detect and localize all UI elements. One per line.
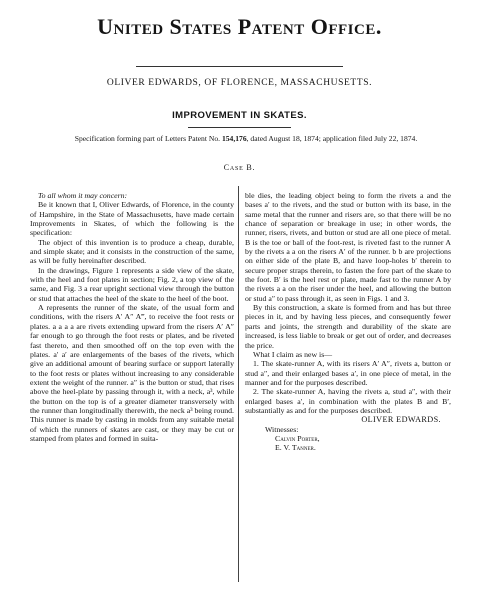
inventor-signature: OLIVER EDWARDS. (361, 415, 441, 425)
paragraph: A represents the runner of the skate, of the usual form and conditions, with the risers A′ A″ A‴, to receive the foot rests or plates. a a a a are rivets extending upward from the risers A′ A″ far enough to go through the foot rests or plates, and be riveted fast thereto, and then smoothed off on the top even with the plates. a′ a′ are enlargements of the bases of the rivets, which give an additional amount of bearing surface or support laterally to the foot rests or plates without increasing to any considerable extent the weight of the runner. a″ is the button or stud, that rises above the heel-plate by passing through it, with a neck, a³, while the button on the top is of a greater diameter transversely with the runner than longitudinally therewith, the neck a³ being round. This runner is made by casting in molds from any suitable metal of which the runners of skates are cast, or they may be cut or stamped from plates and formed in suita- (30, 303, 234, 443)
paragraph: Be it known that I, Oliver Edwards, of Florence, in the county of Hampshire, in the State of Massachusetts, have made certain Improvements in Skates, of which the following is the specification: (30, 200, 234, 238)
specification-line (60, 134, 432, 144)
paragraph: In the drawings, Figure 1 represents a side view of the skate, with the heel and foot plates in section; Fig. 2, a top view of the same, and Fig. 3 a rear upright sectional view through the button or stud that attaches the heel of the skate to the heel of the boot. (30, 265, 234, 303)
case-label: Case B. (223, 163, 256, 172)
patent-number: 154,176 (221, 134, 247, 143)
column-divider (238, 186, 239, 582)
title-rule (188, 127, 291, 128)
left-column (30, 191, 234, 443)
paragraph: What I claim as new is— (253, 349, 333, 359)
claim: 2. The skate-runner A, having the rivets a, stud a″, with their enlarged bases a′, in combination with the plates B and B′, substantially as and for the purposes described. (245, 387, 451, 415)
spec-suffix: , dated August 18, 1874; application filed July 22, 1874. (246, 134, 418, 143)
paragraph: By this construction, a skate is formed from and has but three pieces in it, and by having less pieces, and consequently fewer parts and joints, the strength and durability of the skate are increased, is less liable to break or get out of order, and decreases the price. (245, 303, 451, 350)
witness-name: Calvin Porter, (275, 433, 320, 443)
spec-prefix: Specification forming part of Letters Patent No. (74, 134, 221, 143)
right-column (245, 191, 451, 453)
office-heading: United States Patent Office. (97, 14, 382, 39)
header-rule (136, 66, 343, 67)
paragraph: ble dies, the leading object being to form the rivets a and the bases a′ to the rivets, and the stud or button with its base, in the same metal that the runner and risers are, so that there will be no chance of separation or breakage in use; in other words, the runner, risers, rivets, and button or stud are all one piece of metal. B is the toe or ball of the foot-rest, is riveted fast to the runner A by the rivets a a on the risers A′ of the runner. b b are projections on either side of the plate B, and have loop-holes b′ therein to secure proper straps therein, to fasten the fore part of the skate to the foot. B′ is the heel rest or plate, made fast to the runner A by the rivets a a on the riser under the heel, and allowing the button or stud a″ to pass through it, as seen in Figs. 1 and 3. (245, 191, 451, 303)
inventor-line: OLIVER EDWARDS, OF FLORENCE, MASSACHUSETTS. (106, 78, 373, 88)
claim: 1. The skate-runner A, with its risers A′ A″, rivets a, button or stud a″, and their enlarged bases a′, in one piece of metal, in the manner and for the purposes described. (245, 359, 451, 387)
salutation: To all whom it may concern: (38, 191, 128, 200)
paragraph: The object of this invention is to produce a cheap, durable, and simple skate; and it consists in the construction of the same, as will be fully hereinafter described. (30, 237, 234, 266)
witness-name: E. V. Tanner. (275, 443, 316, 453)
witnesses-label: Witnesses: (265, 424, 299, 434)
patent-title: IMPROVEMENT IN SKATES. (172, 110, 307, 121)
